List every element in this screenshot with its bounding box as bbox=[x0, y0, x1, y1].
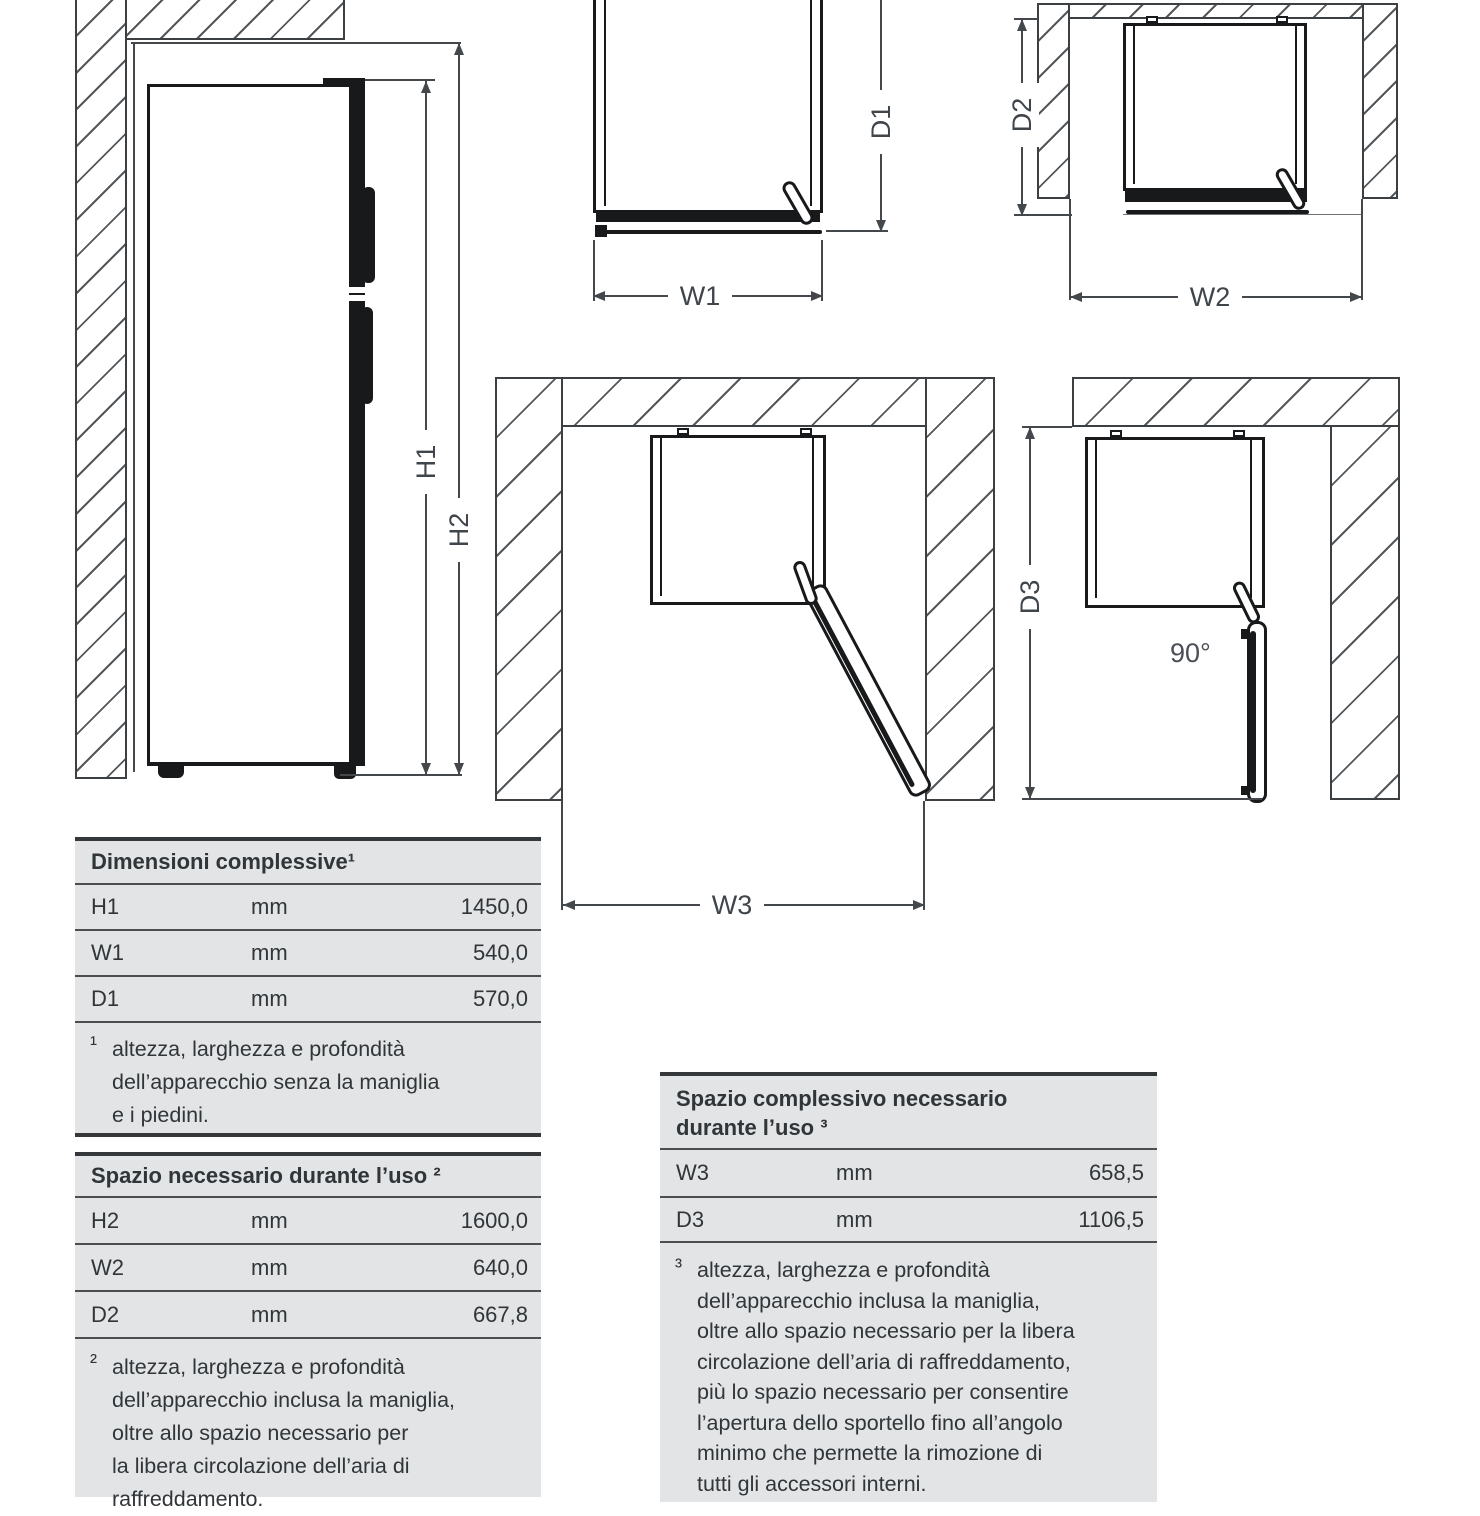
clearance-line-top bbox=[131, 42, 461, 44]
row-value: 658,5 bbox=[1088, 1160, 1144, 1185]
open-door-w3 bbox=[803, 582, 934, 800]
niche-wall-left bbox=[1037, 3, 1070, 199]
table3-row-d3 bbox=[660, 1196, 1157, 1241]
row-label: W1 bbox=[91, 940, 124, 965]
d3-arrow-bottom bbox=[1025, 787, 1035, 799]
table3-title-line2: durante l’uso ³ bbox=[676, 1115, 828, 1140]
fridge-niche-panel-right bbox=[1295, 26, 1297, 184]
footnote-line: dell’apparecchio senza la maniglia bbox=[112, 1070, 440, 1094]
table-overall-dimensions bbox=[75, 837, 541, 1137]
h1-arrow-top bbox=[421, 81, 431, 93]
footnote-line: altezza, larghezza e profondità bbox=[697, 1258, 990, 1282]
row-label: D3 bbox=[676, 1206, 705, 1232]
hinge-tab-w3-right bbox=[800, 428, 812, 435]
fridge-door-split-line bbox=[349, 293, 365, 295]
footnote-superscript: ¹ bbox=[90, 1033, 97, 1056]
table1-footnote bbox=[75, 1021, 541, 1132]
fridge-d3-panel-left bbox=[1095, 440, 1097, 598]
footnote-line: dell’apparecchio inclusa la maniglia, bbox=[112, 1388, 456, 1412]
d2-dim-label: D2 bbox=[1005, 83, 1039, 147]
footnote-line: altezza, larghezza e profondità bbox=[112, 1355, 405, 1379]
footnote-line: tutti gli accessori interni. bbox=[697, 1471, 927, 1496]
table3-title-line1: Spazio complessivo necessario bbox=[676, 1086, 1008, 1111]
table1-row-h1 bbox=[75, 883, 541, 929]
open-door-face-d3 bbox=[1250, 631, 1256, 793]
w2-arrow-right bbox=[1350, 292, 1362, 302]
row-label: H2 bbox=[91, 1207, 120, 1233]
d1-dim-label: D1 bbox=[864, 90, 898, 154]
fridge-foot-rear bbox=[158, 765, 184, 778]
fridge-door-slab bbox=[349, 78, 365, 766]
hinge-tab-d3-right bbox=[1233, 430, 1245, 437]
row-value: 1106,5 bbox=[1078, 1206, 1144, 1232]
footnote-line: altezza, larghezza e profondità bbox=[112, 1037, 405, 1061]
footnote-line: dell’apparecchio inclusa la maniglia, bbox=[697, 1288, 1041, 1313]
table2-footnote bbox=[75, 1337, 541, 1516]
table2-row-h2 bbox=[75, 1196, 541, 1243]
hinge-tab-left bbox=[1146, 16, 1158, 23]
table2-row-w2 bbox=[75, 1243, 541, 1290]
door-hinge-pin-bottom bbox=[1241, 786, 1248, 795]
fridge-side-panel-left bbox=[604, 0, 606, 206]
row-label: D2 bbox=[91, 1301, 120, 1327]
footnote-superscript: ² bbox=[90, 1351, 97, 1374]
alcove-wall-left bbox=[495, 377, 563, 801]
fridge-handle-lower bbox=[361, 307, 373, 404]
fridge-side-panel-right bbox=[810, 0, 812, 206]
floor-extension-line bbox=[340, 774, 462, 776]
open-door-face-w3 bbox=[811, 598, 915, 788]
niche-wall-back bbox=[1070, 3, 1362, 19]
niche-wall-right bbox=[1362, 3, 1398, 199]
table3-row-w3 bbox=[660, 1148, 1157, 1196]
door-hinge-pin-top bbox=[1241, 629, 1248, 639]
d3-arrow-top bbox=[1025, 427, 1035, 439]
hinge-tab-w3-left bbox=[677, 428, 689, 435]
d1-extension-line bbox=[826, 230, 888, 232]
hinge-tab-d3-left bbox=[1110, 430, 1122, 437]
h1-arrow-bottom bbox=[421, 763, 431, 775]
corner-wall-back bbox=[1072, 377, 1400, 427]
w2-arrow-left bbox=[1070, 292, 1082, 302]
footnote-line: minimo che permette la rimozione di bbox=[697, 1441, 1043, 1465]
door-angle-label: 90° bbox=[1170, 638, 1211, 668]
door-swing-line-niche bbox=[1126, 210, 1309, 214]
row-label: W2 bbox=[91, 1254, 124, 1280]
wall-top-hatch bbox=[127, 0, 345, 40]
row-unit: mm bbox=[251, 1301, 288, 1327]
w3-ext-left bbox=[561, 801, 563, 910]
row-unit: mm bbox=[251, 986, 288, 1011]
row-unit: mm bbox=[251, 1254, 288, 1280]
footnote-line: oltre allo spazio necessario per bbox=[112, 1421, 409, 1445]
row-label: H1 bbox=[91, 894, 120, 919]
door-end-nub bbox=[595, 225, 607, 237]
w3-arrow-right bbox=[913, 900, 925, 910]
w3-arrow-left bbox=[563, 900, 575, 910]
h1-dim-line bbox=[425, 81, 427, 775]
fridge-door-top-cap bbox=[323, 78, 365, 86]
hinge-tab-right bbox=[1276, 16, 1288, 23]
w2-dim-label: W2 bbox=[1178, 280, 1242, 314]
row-value: 667,8 bbox=[472, 1301, 528, 1327]
table-usage-space bbox=[75, 1152, 541, 1511]
h1-dim-label: H1 bbox=[409, 430, 443, 494]
alcove-wall-back bbox=[563, 377, 925, 427]
d2-arrow-bottom bbox=[1017, 204, 1027, 216]
row-value: 570,0 bbox=[472, 986, 528, 1011]
row-unit: mm bbox=[836, 1160, 873, 1185]
fridge-top-view-niche bbox=[1123, 23, 1307, 191]
footnote-line: circolazione dell’aria di raffreddamento, bbox=[697, 1349, 1071, 1374]
w1-arrow-left bbox=[593, 291, 605, 301]
footnote-line: l’apertura dello sportello fino all’angolo bbox=[697, 1410, 1063, 1435]
corner-wall-right bbox=[1330, 427, 1400, 800]
row-unit: mm bbox=[251, 894, 288, 919]
w1-dim-label: W1 bbox=[668, 279, 732, 313]
footnote-line: e i piedini. bbox=[112, 1103, 209, 1127]
h2-dim-line bbox=[458, 43, 460, 775]
alcove-wall-right bbox=[925, 377, 995, 801]
table1-row-w1 bbox=[75, 929, 541, 975]
footnote-line: più lo spazio necessario per consentire bbox=[697, 1380, 1069, 1404]
table3-footnote bbox=[660, 1241, 1157, 1499]
d3-ext-bottom bbox=[1022, 798, 1262, 800]
w1-arrow-right bbox=[811, 291, 823, 301]
open-door-d3 bbox=[1247, 621, 1267, 803]
table-total-usage-space bbox=[660, 1072, 1157, 1502]
row-value: 540,0 bbox=[472, 940, 528, 965]
fridge-niche-panel-left bbox=[1133, 26, 1135, 184]
row-label: D1 bbox=[91, 986, 120, 1011]
row-value: 1450,0 bbox=[460, 894, 528, 919]
table2-title: Spazio necessario durante l’uso ² bbox=[91, 1163, 441, 1188]
clearance-front-line bbox=[1123, 214, 1361, 215]
d3-dim-label: D3 bbox=[1013, 565, 1047, 629]
fridge-handle-upper bbox=[362, 187, 375, 283]
footnote-superscript: ³ bbox=[675, 1255, 682, 1278]
footnote-line: oltre allo spazio necessario per la libera bbox=[697, 1319, 1075, 1343]
door-slab-niche bbox=[1125, 190, 1307, 202]
table1-title: Dimensioni complessive¹ bbox=[91, 849, 356, 874]
row-value: 640,0 bbox=[472, 1254, 528, 1280]
door-swing-line bbox=[597, 230, 822, 234]
w3-dim-label: W3 bbox=[700, 888, 764, 922]
fridge-d3-panel-right bbox=[1250, 440, 1252, 598]
table1-row-d1 bbox=[75, 975, 541, 1021]
footnote-line: la libera circolazione dell’aria di bbox=[112, 1454, 410, 1478]
row-unit: mm bbox=[251, 940, 288, 965]
table2-row-d2 bbox=[75, 1290, 541, 1337]
footnote-line: raffreddamento. bbox=[112, 1487, 264, 1511]
row-unit: mm bbox=[251, 1207, 288, 1233]
fridge-w3-panel-right bbox=[812, 438, 814, 596]
fridge-foot-front bbox=[334, 765, 356, 779]
w2-ext-right bbox=[1361, 199, 1363, 300]
clearance-line-back bbox=[133, 42, 135, 772]
row-value: 1600,0 bbox=[460, 1207, 528, 1233]
wall-left-hatch bbox=[75, 0, 127, 779]
h2-dim-label: H2 bbox=[442, 498, 476, 562]
h2-arrow-bottom bbox=[454, 763, 464, 775]
h2-arrow-top bbox=[454, 43, 464, 55]
fridge-body-side bbox=[147, 84, 352, 765]
w3-ext-right bbox=[923, 801, 925, 910]
row-label: W3 bbox=[676, 1160, 709, 1185]
fridge-w3-panel-left bbox=[660, 438, 662, 596]
d2-arrow-top bbox=[1017, 19, 1027, 31]
row-unit: mm bbox=[836, 1206, 873, 1232]
table3-title bbox=[660, 1076, 1157, 1148]
door-slab-top-view bbox=[596, 210, 820, 222]
